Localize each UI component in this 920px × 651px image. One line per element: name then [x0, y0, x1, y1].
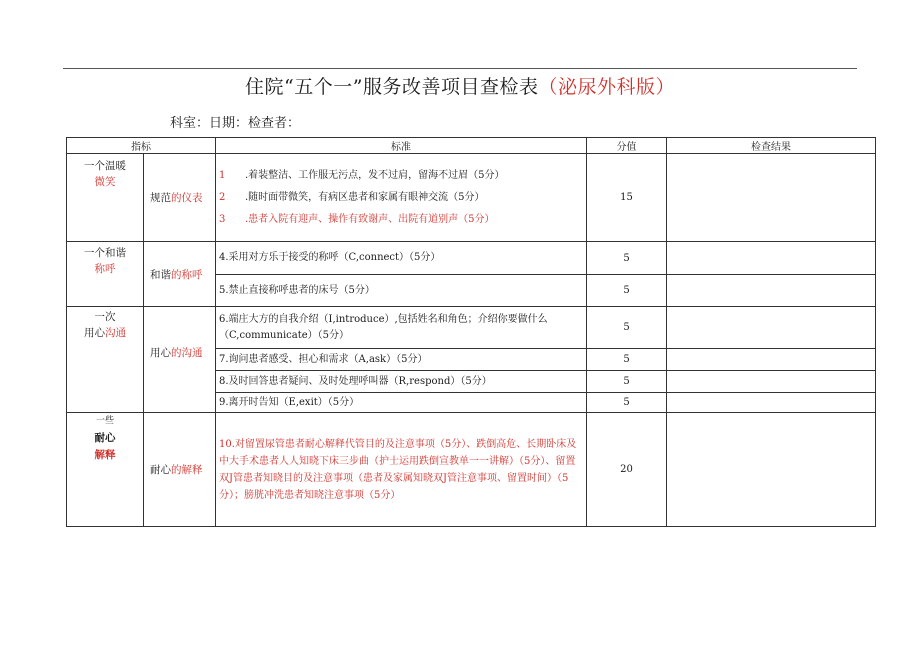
- sub-indicator-b: 的仪表: [171, 192, 203, 204]
- result-cell[interactable]: [667, 154, 876, 242]
- header-standard: 标准: [216, 138, 587, 154]
- result-cell[interactable]: [667, 275, 876, 307]
- standard-cell: [216, 154, 587, 242]
- category-cell: [67, 307, 144, 413]
- sub-indicator-b: 的称呼: [171, 268, 203, 281]
- item-text: .着装整洁、工作服无污点，发不过肩，留海不过眉（5分）: [245, 169, 505, 181]
- result-cell[interactable]: [667, 413, 876, 527]
- item-text: .患者入院有迎声、操作有致谢声、出院有道别声（5分）: [245, 213, 495, 225]
- header-row: [67, 138, 876, 154]
- sub-indicator-a: 用心: [150, 347, 171, 359]
- result-cell[interactable]: [667, 393, 876, 413]
- sub-indicator-b: 的沟通: [171, 347, 203, 359]
- category-subtitle: 耐心: [94, 432, 116, 444]
- category-cell: [67, 413, 144, 527]
- score-cell: 15: [587, 154, 667, 242]
- score-cell: 5: [587, 349, 667, 371]
- score-cell: 5: [587, 371, 667, 393]
- category-subtitle: [67, 325, 143, 341]
- sub-indicator-b: 的解释: [171, 464, 203, 476]
- score-cell: 5: [587, 275, 667, 307]
- standard-item-4: 4.采用对方乐于接受的称呼（C,connect）（5分）: [216, 242, 587, 275]
- category-subtitle-b: 沟通: [105, 327, 126, 339]
- standard-item-2: [219, 187, 583, 209]
- category-title: 一个温暖: [84, 160, 126, 172]
- checklist-table: [66, 137, 876, 527]
- category-subtitle-2: 解释: [94, 449, 116, 461]
- item-number: 2: [219, 191, 226, 203]
- category-subtitle: 称呼: [94, 263, 116, 275]
- category-cell: [67, 154, 144, 242]
- top-rule: [63, 68, 857, 69]
- result-cell[interactable]: [667, 307, 876, 349]
- category-cell: [67, 242, 144, 307]
- sub-indicator-cell: [144, 413, 216, 527]
- sub-indicator-cell: [144, 242, 216, 307]
- category-title: 一次: [94, 311, 116, 323]
- form-meta-fields: 科室：日期：检查者：: [170, 116, 301, 131]
- title-main: 住院“五个一”服务改善项目查检表: [245, 76, 539, 98]
- header-indicator: 指标: [67, 138, 216, 154]
- standard-item-10: 10.对留置尿管患者耐心解释代管目的及注意事项（5分）、跌倒高危、长期卧床及中大手术患者人人知晓下床三步曲（护士运用跌倒宣教单一一讲解）（5分）、留置双J管患者知晓目的及注意事项（患者及家属知晓双J管注意事项、留置时间）（5分）；膀胱冲洗患者知晓注意事项（5分）: [216, 413, 587, 527]
- standard-item-5: 5.禁止直接称呼患者的床号（5分）: [216, 275, 587, 307]
- title-suffix: （泌尿外科版）: [538, 76, 675, 98]
- section-row-smile: [67, 154, 876, 242]
- standard-item-3: [219, 209, 583, 231]
- result-cell[interactable]: [667, 371, 876, 393]
- section-row-greeting-1: [67, 242, 876, 275]
- category-title: 一些: [95, 416, 114, 426]
- item-number: 1: [219, 169, 226, 181]
- sub-indicator-a: 规范: [150, 192, 171, 204]
- category-title: 一个和谐: [84, 247, 126, 259]
- section-row-communication-1: [67, 307, 876, 349]
- standard-item-9: 9.离开时告知（E,exit）（5分）: [216, 393, 587, 413]
- category-subtitle-a: 用心: [84, 327, 105, 339]
- score-cell: 20: [587, 413, 667, 527]
- result-cell[interactable]: [667, 242, 876, 275]
- standard-item-7: 7.询问患者感受、担心和需求（A,ask）（5分）: [216, 349, 587, 371]
- result-cell[interactable]: [667, 349, 876, 371]
- item-number: 3: [219, 213, 226, 225]
- page-title: [0, 72, 920, 99]
- sub-indicator-a: 和谐: [150, 268, 171, 281]
- header-score: 分值: [587, 138, 667, 154]
- score-cell: 5: [587, 307, 667, 349]
- sub-indicator-cell: [144, 154, 216, 242]
- score-cell: 5: [587, 242, 667, 275]
- section-row-explanation: [67, 413, 876, 527]
- header-result: 检查结果: [667, 138, 876, 154]
- standard-item-1: [219, 165, 583, 187]
- score-cell: 5: [587, 393, 667, 413]
- standard-item-8: 8.及时回答患者疑问、及时处理呼叫器（R,respond）（5分）: [216, 371, 587, 393]
- sub-indicator-a: 耐心: [150, 464, 171, 476]
- category-subtitle: 微笑: [94, 176, 116, 188]
- sub-indicator-cell: [144, 307, 216, 413]
- item-text: .随时面带微笑，有病区患者和家属有眼神交流（5分）: [245, 191, 485, 203]
- standard-item-6: 6.端庄大方的自我介绍（I,introduce）,包括姓名和角色；介绍你要做什么（C,communicate）（5分）: [216, 307, 587, 349]
